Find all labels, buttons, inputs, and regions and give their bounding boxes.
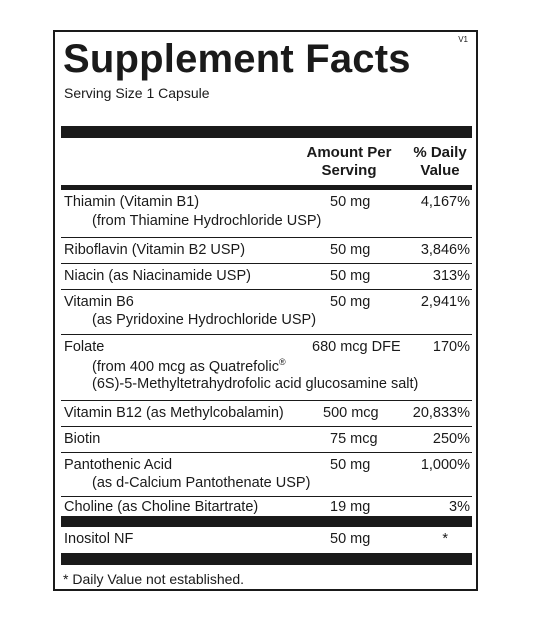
nutrient-row-vitamin-b12: Vitamin B12 (as Methylcobalamin) 500 mcg 20,833% <box>61 400 472 426</box>
nutrient-row-inositol: Inositol NF 50 mg * <box>64 531 448 547</box>
nutrient-row-niacin: Niacin (as Niacinamide USP) 50 mg 313% <box>61 263 472 289</box>
daily-value-header: % Daily Value <box>413 144 467 179</box>
nutrient-row-thiamin: Thiamin (Vitamin B1) (from Thiamine Hydrochloride USP) 50 mg 4,167% <box>64 194 470 229</box>
thick-divider-bottom <box>61 553 472 565</box>
nutrient-row-pantothenic-acid: Pantothenic Acid (as d-Calcium Pantothenate USP) 50 mg 1,000% <box>61 452 472 496</box>
amount-per-serving-header: Amount Per Serving <box>306 144 392 179</box>
nutrient-row-biotin: Biotin 75 mcg 250% <box>61 426 472 452</box>
nutrient-row-riboflavin: Riboflavin (Vitamin B2 USP) 50 mg 3,846% <box>61 237 472 263</box>
nutrient-row-vitamin-b6: Vitamin B6 (as Pyridoxine Hydrochloride USP) 50 mg 2,941% <box>61 289 472 334</box>
panel-title: Supplement Facts <box>63 37 411 81</box>
thick-divider-middle <box>61 516 472 527</box>
footnote: * Daily Value not established. <box>63 571 245 587</box>
serving-size: Serving Size 1 Capsule <box>64 85 210 101</box>
nutrient-row-folate: Folate (from 400 mcg as Quatrefolic® (6S)-5-Methyltetrahydrofolic acid glucosamine salt) 680 mcg DFE 170% <box>61 334 472 400</box>
version-code: V1 <box>458 35 468 44</box>
folate-source-line: (from 400 mcg as Quatrefolic® <box>92 357 286 375</box>
supplement-facts-panel <box>53 30 478 591</box>
nutrient-row-choline: Choline (as Choline Bitartrate) 19 mg 3% <box>61 496 472 516</box>
thick-divider-top <box>61 126 472 138</box>
